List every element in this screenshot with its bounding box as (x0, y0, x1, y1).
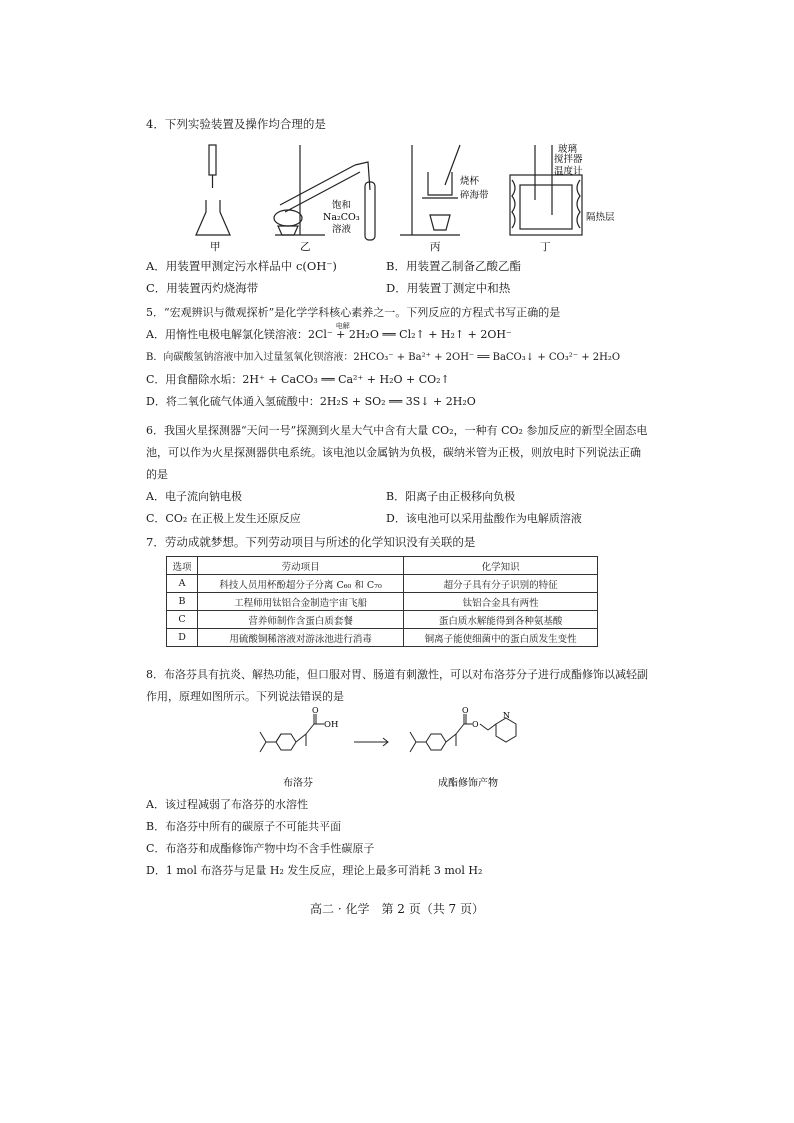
q4-apparatus-figure (190, 140, 615, 255)
table-row (167, 593, 598, 611)
pyridine-ring-icon (496, 718, 516, 742)
ester-o-label: O (472, 720, 479, 729)
q5-stem: 5．“宏观辨识与微观探析”是化学学科核心素养之一。下列反应的方程式书写正确的是 (146, 306, 561, 319)
label-seaweed: 碎海带 (460, 190, 489, 201)
table-cell: 用硫酸铜稀溶液对游泳池进行消毒 (198, 629, 404, 647)
q7-table (166, 556, 598, 647)
label-glass1: 玻璃 (558, 144, 578, 155)
q4-option-c: C．用装置丙灼烧海带 (146, 281, 259, 295)
table-cell: B (167, 593, 198, 611)
electrolysis-condition: 电解 (335, 322, 350, 330)
table-cell: 营养师制作含蛋白质套餐 (198, 611, 404, 629)
table-row (167, 629, 598, 647)
alcohol-lamp-icon (278, 226, 298, 235)
q8-option-c: C．布洛芬和成酯修饰产物中均不含手性碳原子 (146, 842, 375, 855)
q4-option-a: A．用装置甲测定污水样品中 c(OH⁻) (146, 259, 337, 273)
table-cell: 科技人员用杯酚超分子分离 C₆₀ 和 C₇₀ (198, 575, 404, 593)
q5-option-a-text: A．用惰性电极电解氯化镁溶液：2Cl⁻ + 2H₂O ══ Cl₂↑ + H₂↑ + 2OH⁻ (146, 328, 512, 341)
q8-stem: 8．布洛芬具有抗炎、解热功能，但口服对胃、肠道有刺激性，可以对布洛芬分子进行成酯修饰以减轻副作用，原理如图所示。下列说法错误的是 (146, 668, 648, 703)
label-sat1: 饱和 (332, 200, 352, 211)
label-yi: 乙 (300, 241, 311, 253)
table-header-row (167, 557, 598, 575)
label-glass2: 搅拌器 (554, 154, 583, 165)
burette-icon (209, 145, 216, 175)
hydroxyl-label: OH (324, 720, 339, 730)
q5-option-c: C．用食醋除水垢：2H⁺ + CaCO₃ ══ Ca²⁺ + H₂O + CO₂↑ (146, 373, 450, 386)
benzene-ring-icon (276, 734, 296, 750)
label-beaker: 烧杯 (460, 176, 480, 187)
label-sat3: 溶液 (332, 224, 352, 235)
label-bing: 丙 (430, 241, 441, 253)
carbonyl-o-2: O (462, 706, 469, 715)
test-tube-icon (365, 182, 375, 240)
table-cell: 铜离子能使细菌中的蛋白质发生变性 (404, 629, 598, 647)
q5-option-a (146, 324, 651, 347)
q4-stem: 4．下列实验装置及操作均合理的是 (146, 117, 326, 131)
label-thermo: 温度计 (554, 166, 583, 177)
table-cell: 钛铝合金具有两性 (404, 593, 598, 611)
page-footer: 高二 · 化学 第 2 页（共 7 页） (310, 902, 484, 916)
name-ester-product: 成酯修饰产物 (438, 778, 498, 789)
q6-option-c: C．CO₂ 在正极上发生还原反应 (146, 512, 301, 525)
table-cell: 工程师用钛铝合金制造宇宙飞船 (198, 593, 404, 611)
q6-option-a: A．电子流向钠电极 (146, 490, 242, 503)
table-cell: C (167, 611, 198, 629)
table-cell: A (167, 575, 198, 593)
table-header: 劳动项目 (198, 557, 404, 575)
table-row (167, 575, 598, 593)
q5-option-b: B．向碳酸氢钠溶液中加入过量氢氧化钡溶液：2HCO₃⁻ + Ba²⁺ + 2OH⁻ ══ BaCO₃↓ + CO₃²⁻ + 2H₂O (146, 352, 621, 363)
q6-stem: 6．我国火星探测器“天问一号”探测到火星大气中含有大量 CO₂，一种有 CO₂ 参加反应的新型全固态电池，可以作为火星探测器供电系统。该电池以金属钠为负极，碳纳米管为正极，则放电时下列说法正确的是 (146, 424, 648, 481)
q8-reaction-figure (248, 706, 538, 795)
question-8 (146, 664, 651, 708)
table-cell: 蛋白质水解能得到各种氨基酸 (404, 611, 598, 629)
label-sat2: Na₂CO₃ (323, 212, 360, 223)
q5-option-d: D．将二氧化硫气体通入氢硫酸中：2H₂S + SO₂ ══ 3S↓ + 2H₂O (146, 395, 476, 408)
question-6 (146, 420, 651, 530)
q4-option-b: B．用装置乙制备乙酸乙酯 (386, 259, 521, 273)
q4-option-d: D．用装置丁测定中和热 (386, 281, 511, 295)
q6-option-b: B．阳离子由正极移向负极 (386, 490, 516, 503)
table-header: 选项 (167, 557, 198, 575)
question-5 (146, 302, 651, 413)
table-header: 化学知识 (404, 557, 598, 575)
flask-icon (196, 200, 230, 235)
table-cell: 超分子具有分子识别的特征 (404, 575, 598, 593)
table-cell: D (167, 629, 198, 647)
label-insul: 隔热层 (586, 212, 615, 223)
table-row (167, 611, 598, 629)
q8-option-a: A．该过程减弱了布洛芬的水溶性 (146, 798, 308, 811)
q8-option-d: D．1 mol 布洛芬与足量 H₂ 发生反应，理论上最多可消耗 3 mol H₂ (146, 864, 483, 877)
q7-stem: 7．劳动成就梦想。下列劳动项目与所述的化学知识没有关联的是 (146, 535, 476, 549)
calorimeter-icon (510, 175, 582, 235)
q4-options (146, 255, 651, 299)
q6-option-d: D．该电池可以采用盐酸作为电解质溶液 (386, 512, 582, 525)
label-ding: 丁 (540, 241, 551, 253)
carbonyl-o-1: O (312, 706, 319, 715)
q8-option-b: B．布洛芬中所有的碳原子不可能共平面 (146, 820, 342, 833)
name-ibuprofen: 布洛芬 (283, 778, 313, 789)
label-jia: 甲 (210, 241, 221, 253)
pyridine-n-label: N (503, 711, 510, 720)
question-4 (146, 113, 651, 135)
q8-options (146, 794, 651, 882)
question-7 (146, 531, 651, 553)
